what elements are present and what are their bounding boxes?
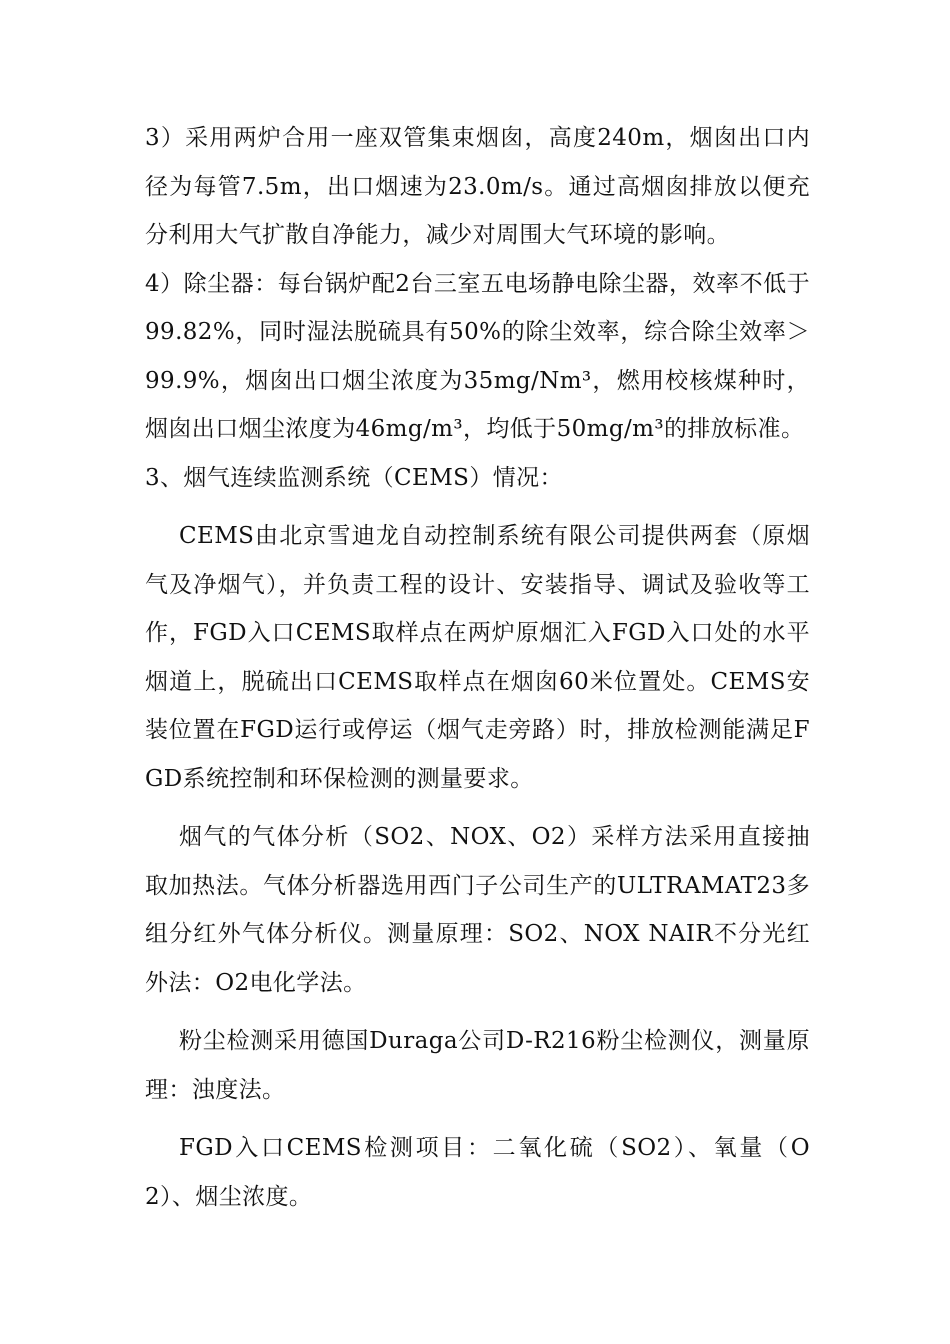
paragraph-gas-analysis: 烟气的气体分析（SO2、NOX、O2）采样方法采用直接抽取加热法。气体分析器选用西门子公司生产的ULTRAMAT23多组分红外气体分析仪。测量原理：SO2、NOX NAIR不分光红外法：O2电化学法。 xyxy=(145,824,810,996)
paragraph-cems-supplier: CEMS由北京雪迪龙自动控制系统有限公司提供两套（原烟气及净烟气），并负责工程的设计、安装指导、调试及验收等工作，FGD入口CEMS取样点在两炉原烟汇入FGD入口处的水平烟道上，脱硫出口CEMS取样点在烟囱60米位置处。CEMS安装位置在FGD运行或停运（烟气走旁路）时，排放检测能满足FGD系统控制和环保检测的测量要求。 xyxy=(145,523,810,792)
paragraph-chimney: 3）采用两炉合用一座双管集束烟囱，高度240m，烟囱出口内径为每管7.5m，出口烟速为23.0m/s。通过高烟囱排放以便充分利用大气扩散自净能力，减少对周围大气环境的影响。 xyxy=(145,125,810,248)
section-heading-cems: 3、烟气连续监测系统（CEMS）情况： xyxy=(145,464,563,491)
paragraph-dust-collector: 4）除尘器：每台锅炉配2台三室五电场静电除尘器，效率不低于99.82%，同时湿法脱硫具有50%的除尘效率，综合除尘效率＞99.9%，烟囱出口烟尘浓度为35mg/Nm³，燃用校核煤种时，烟囱出口烟尘浓度为46mg/m³，均低于50mg/m³的排放标准。 xyxy=(145,270,810,442)
paragraph-dust-detection: 粉尘检测采用德国Duraga公司D-R216粉尘检测仪，测量原理：浊度法。 xyxy=(145,1028,810,1103)
paragraph-fgd-inlet-items: FGD入口CEMS检测项目：二氧化硫（SO2）、氧量（O2）、烟尘浓度。 xyxy=(145,1135,810,1210)
document-body xyxy=(145,114,810,1221)
